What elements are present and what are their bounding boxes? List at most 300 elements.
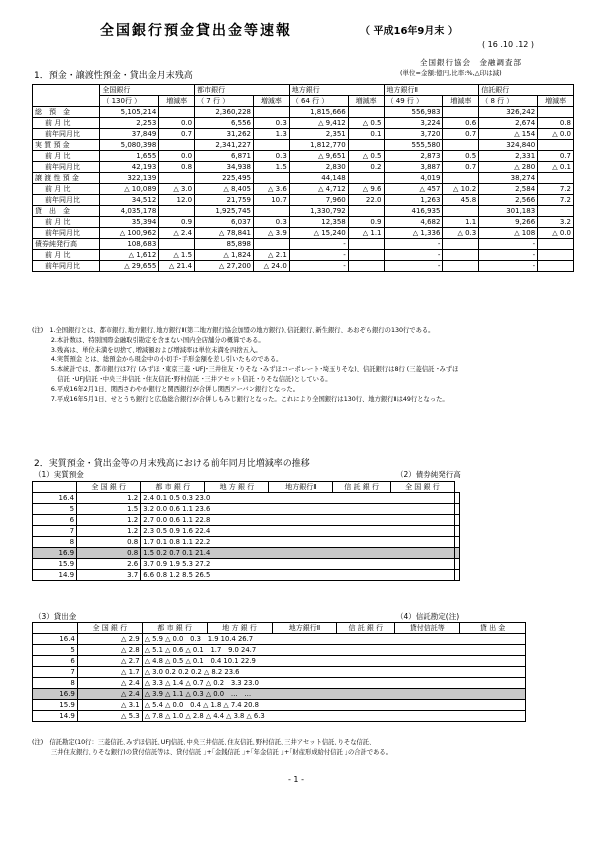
header-corner [33, 623, 78, 634]
table-row [33, 548, 460, 559]
note-line: 3.残高は、単位未満を切捨て､増減額および増減率は単位未満を四捨五入。 [32, 346, 262, 354]
table-cell: 12,358 [289, 217, 348, 228]
table-cell: 0.0 [159, 151, 195, 162]
table-cell: 1.5 [254, 162, 290, 173]
table-cell: △ 3.0 0.2 0.2 0.2 △ 8.2 23.6 [142, 667, 525, 678]
table-cell: △ 3.0 [159, 184, 195, 195]
table-cell: △ 0.3 [443, 228, 479, 239]
sub4-title: （4）信託勘定(注) [396, 612, 460, 621]
table-cell: - [384, 239, 443, 250]
header-corner [33, 482, 77, 493]
table-cell: 7.2 [538, 184, 574, 195]
header-cell: 地方銀行Ⅱ [269, 482, 333, 493]
table-cell [159, 239, 195, 250]
table-cell: 555,580 [384, 140, 443, 151]
row-label: 6 [33, 515, 77, 526]
table-cell: △ 27,200 [195, 261, 254, 272]
table-cell [348, 261, 384, 272]
row-label: 総 預 金 [33, 107, 100, 118]
table-cell [443, 173, 479, 184]
note-line: 7.平成16年5月1日、せとうち銀行と広島総合銀行が合併しもみじ銀行となった。これにより全国銀行は130行、地方銀行Ⅱは49行となった。 [32, 395, 449, 403]
table-cell: 0.8 [77, 537, 141, 548]
table-cell: △ 0.1 [538, 162, 574, 173]
table-row [33, 700, 526, 711]
table-cell: △ 5.3 [77, 711, 142, 722]
table-cell: △ 5.4 △ 0.0 0.4 △ 1.8 △ 7.4 20.8 [142, 700, 525, 711]
table-cell [254, 239, 290, 250]
note-line: (注) 1.全国銀行とは、都市銀行､地方銀行､地方銀行Ⅱ(第二地方銀行協会加盟の地方銀行)､信託銀行､新生銀行、あおぞら銀行の130行である。 [32, 327, 435, 334]
header-corner [33, 85, 100, 107]
table-cell: 0.7 [538, 151, 574, 162]
table-cell: △ 3.9 △ 1.1 △ 0.3 △ 0.0 … … [142, 689, 525, 700]
balance-table [32, 84, 574, 272]
table-cell: △ 2.1 [254, 250, 290, 261]
table-cell: 1,815,666 [289, 107, 348, 118]
table-cell: 3.2 [538, 217, 574, 228]
table-cell: 0.1 [348, 129, 384, 140]
table-cell [159, 140, 195, 151]
table-row [33, 118, 574, 129]
table-cell: △ 0.5 [348, 118, 384, 129]
table-row [33, 107, 574, 118]
table-cell: - [479, 250, 538, 261]
table-cell: 21,759 [195, 195, 254, 206]
header-cell: 全 国 銀 行 [77, 482, 141, 493]
table-row [33, 261, 574, 272]
table-cell: 45.8 [443, 195, 479, 206]
table-cell: 7.2 [538, 195, 574, 206]
header-cell: 都 市 銀 行 [141, 482, 205, 493]
table-cell [443, 206, 479, 217]
table-cell: 1.3 [254, 129, 290, 140]
table-cell [443, 250, 479, 261]
row-label: 14.9 [33, 711, 78, 722]
table-cell: 3.7 0.9 1.9 5.3 27.2 [141, 559, 455, 570]
table-cell: △ 3.3 △ 1.4 △ 0.7 △ 0.2 3.3 23.0 [142, 678, 525, 689]
table-row [33, 656, 526, 667]
table-cell: 85,898 [195, 239, 254, 250]
header-count: （ 49 行 ） [384, 96, 443, 107]
table-cell: - [289, 250, 348, 261]
table-cell: △ 5.1 △ 0.6 △ 0.1 1.7 9.0 24.7 [142, 645, 525, 656]
table-cell: 322,139 [100, 173, 159, 184]
row-label: 前 月 比 [33, 184, 100, 195]
header-count: （ 64 行 ） [289, 96, 348, 107]
organization: 全国銀行協会 金融調査部 [420, 58, 522, 67]
table-cell: - [384, 261, 443, 272]
table-cell: 324,840 [479, 140, 538, 151]
table-cell [443, 261, 479, 272]
table-cell: △ 10.2 [443, 184, 479, 195]
table-row [33, 195, 574, 206]
note-line: 2.本計数は、特別国際金融取引勘定を含まない国内全店舗分の概算である。 [32, 336, 265, 344]
table-cell: 225,495 [195, 173, 254, 184]
table-cell [254, 107, 290, 118]
loan-trend-table [32, 622, 526, 722]
table-cell: - [289, 239, 348, 250]
table-cell: 0.6 [443, 118, 479, 129]
table-cell: △ 1,824 [195, 250, 254, 261]
table-row [33, 711, 526, 722]
table-cell: 556,983 [384, 107, 443, 118]
row-label: 前年同月比 [33, 228, 100, 239]
header-cell: 都 市 銀 行 [142, 623, 207, 634]
table-cell: 1.5 [77, 504, 141, 515]
table-cell: 2,566 [479, 195, 538, 206]
table-cell: 0.9 [159, 217, 195, 228]
table-cell: 5,080,398 [100, 140, 159, 151]
table-cell: 1.2 [77, 493, 141, 504]
table-cell: 0.8 [77, 548, 141, 559]
sub1-title: （1）実質預金 [34, 470, 84, 479]
table-cell: △ 4.8 △ 0.5 △ 0.1 0.4 10.1 22.9 [142, 656, 525, 667]
header-rate: 増減率 [348, 96, 384, 107]
table-row [33, 206, 574, 217]
table-cell: 2.7 0.0 0.6 1.1 22.8 [141, 515, 455, 526]
table-cell [443, 239, 479, 250]
row-label: 15.9 [33, 559, 77, 570]
table-cell: 0.3 [254, 118, 290, 129]
row-label: 前年同月比 [33, 162, 100, 173]
table-cell: 37,849 [100, 129, 159, 140]
row-label: 債券純発行高 [33, 239, 100, 250]
table-row [33, 667, 526, 678]
row-label: 15.9 [33, 700, 78, 711]
table-row [33, 570, 460, 581]
table-cell: △ 3.9 [254, 228, 290, 239]
table-cell: 3.7 [77, 570, 141, 581]
section2-title: 2．実質預金・貸出金等の月末残高における前年同月比増減率の推移 [34, 459, 310, 469]
section1-title: 1．預金・譲渡性預金・貸出金月末残高 [34, 71, 193, 81]
table-cell: - [289, 261, 348, 272]
table-cell: 2,351 [289, 129, 348, 140]
table-cell: 2,873 [384, 151, 443, 162]
table-cell: 0.7 [443, 162, 479, 173]
header-cell: 地方銀行Ⅱ [384, 85, 479, 96]
table-cell: 1,925,745 [195, 206, 254, 217]
table-row [33, 140, 574, 151]
row-label: 14.9 [33, 570, 77, 581]
table-cell: 2,331 [479, 151, 538, 162]
table-cell [254, 140, 290, 151]
header-row [33, 85, 574, 96]
row-label: 16.4 [33, 493, 77, 504]
table-cell: △ 5.9 △ 0.0 0.3 1.9 10.4 26.7 [142, 634, 525, 645]
table-cell [455, 548, 460, 559]
row-label: 前 月 比 [33, 151, 100, 162]
header-cell: 地方銀行Ⅱ [272, 623, 337, 634]
table-cell: △ 7.8 △ 1.0 △ 2.8 △ 4.4 △ 3.8 △ 6.3 [142, 711, 525, 722]
table-cell: △ 9.6 [348, 184, 384, 195]
table-cell: △ 280 [479, 162, 538, 173]
table-cell: 0.2 [348, 162, 384, 173]
table-cell [348, 250, 384, 261]
table-cell: 3.2 0.0 0.6 1.1 23.6 [141, 504, 455, 515]
table-cell [159, 206, 195, 217]
table-cell: △ 2.8 [77, 645, 142, 656]
table-cell: △ 3.6 [254, 184, 290, 195]
row-label: 5 [33, 645, 78, 656]
table-cell: 1,812,770 [289, 140, 348, 151]
table-cell: 326,242 [479, 107, 538, 118]
table-cell: △ 15,240 [289, 228, 348, 239]
row-label: 前年同月比 [33, 195, 100, 206]
row-label: 前 月 比 [33, 118, 100, 129]
table-cell: 38,274 [479, 173, 538, 184]
note2-line2: 三井住友銀行､りそな銀行)の貸付信託等は、貸付信託 ｣+｢金銭信託 ｣+｢年金信託 ｣+｢財産形成給付信託 ｣の合計である。 [32, 749, 393, 756]
table-cell: 3,720 [384, 129, 443, 140]
row-label: 8 [33, 537, 77, 548]
table-cell: 1.2 [77, 526, 141, 537]
table-cell [443, 140, 479, 151]
table-cell [455, 515, 460, 526]
header-cell: 貸 出 金 [460, 623, 526, 634]
row-label: 16.9 [33, 548, 77, 559]
table-cell: 34,512 [100, 195, 159, 206]
table-cell: 0.5 [443, 151, 479, 162]
table-cell [455, 526, 460, 537]
table-cell: 9,266 [479, 217, 538, 228]
table-cell [538, 261, 574, 272]
table-cell: 2,341,227 [195, 140, 254, 151]
table-cell: △ 8,405 [195, 184, 254, 195]
table-cell: 1,655 [100, 151, 159, 162]
table-cell: △ 29,655 [100, 261, 159, 272]
table-cell: 1.2 [77, 515, 141, 526]
table-cell: △ 457 [384, 184, 443, 195]
table-cell: 0.7 [159, 129, 195, 140]
table-cell: 0.8 [159, 162, 195, 173]
table-cell: 2.6 [77, 559, 141, 570]
notes [32, 326, 592, 404]
table-row [33, 537, 460, 548]
table-cell [254, 173, 290, 184]
row-label: 前年同月比 [33, 129, 100, 140]
table-cell: - [384, 250, 443, 261]
table-cell [455, 504, 460, 515]
page-number: - 1 - [288, 775, 304, 784]
header-cell: 信 託 銀 行 [337, 623, 395, 634]
row-label: 5 [33, 504, 77, 515]
header-count: （ 8 行 ） [479, 96, 538, 107]
table-cell: 1.7 0.1 0.8 1.1 22.2 [141, 537, 455, 548]
table-row [33, 634, 526, 645]
row-label: 譲 渡 性 預 金 [33, 173, 100, 184]
table-cell: 0.0 [159, 118, 195, 129]
table-cell: 1.5 0.2 0.7 0.1 21.4 [141, 548, 455, 559]
table-cell: 2,830 [289, 162, 348, 173]
table-row [33, 129, 574, 140]
table-row [33, 515, 460, 526]
header-cell: 全国銀行 [100, 85, 195, 96]
header-rate: 増減率 [443, 96, 479, 107]
table-cell: △ 2.7 [77, 656, 142, 667]
table-cell: 4,682 [384, 217, 443, 228]
table-cell [455, 493, 460, 504]
table-cell: △ 2.4 [159, 228, 195, 239]
header-cell: 全 国 銀 行 [77, 623, 142, 634]
header-rate: 増減率 [538, 96, 574, 107]
header-row [33, 623, 526, 634]
table-cell: △ 1.5 [159, 250, 195, 261]
table-cell: △ 9,412 [289, 118, 348, 129]
row-label: 16.4 [33, 634, 78, 645]
table-row [33, 559, 460, 570]
header-cell: 地 方 銀 行 [207, 623, 272, 634]
table-row [33, 493, 460, 504]
table-cell [538, 140, 574, 151]
table-cell [455, 537, 460, 548]
table-cell: △ 9,651 [289, 151, 348, 162]
table-row [33, 184, 574, 195]
table-cell: 2.3 0.5 0.9 1.6 22.4 [141, 526, 455, 537]
table-cell: △ 1,612 [100, 250, 159, 261]
table-cell: 1,330,792 [289, 206, 348, 217]
table-cell: 0.3 [254, 151, 290, 162]
table-cell: 2,584 [479, 184, 538, 195]
header-cell: 都市銀行 [195, 85, 290, 96]
table-cell: △ 1,336 [384, 228, 443, 239]
table-cell: 0.3 [254, 217, 290, 228]
table-cell: △ 4,712 [289, 184, 348, 195]
header-count: （ 130行 ） [100, 96, 159, 107]
table-cell: - [479, 261, 538, 272]
table-cell: △ 0.0 [538, 129, 574, 140]
table-cell [538, 173, 574, 184]
table-cell [348, 173, 384, 184]
header-count: （ 7 行 ） [195, 96, 254, 107]
report-period: （ 平成16年9月末 ） [360, 26, 458, 37]
table-cell: 4,019 [384, 173, 443, 184]
table-cell: 10.7 [254, 195, 290, 206]
table-cell: △ 24.0 [254, 261, 290, 272]
report-date: ( 16 .10 .12 ) [482, 40, 535, 49]
unit-note: (単位=金額:億円,比率:%,△印は減) [400, 69, 502, 77]
table-cell: △ 3.1 [77, 700, 142, 711]
table-cell: 31,262 [195, 129, 254, 140]
table-cell: 0.9 [348, 217, 384, 228]
table-cell: 35,394 [100, 217, 159, 228]
table-cell: △ 10,089 [100, 184, 159, 195]
header-row [33, 96, 574, 107]
table-cell [455, 570, 460, 581]
note-line: 信託 ･UFJ信託 ･中央三井信託 ･住友信託･野村信託 ･三井アセット信託 ･りそな信託)としている。 [32, 375, 332, 383]
table-cell: 12.0 [159, 195, 195, 206]
row-label: 前 月 比 [33, 250, 100, 261]
table-cell: 0.8 [538, 118, 574, 129]
table-cell [348, 140, 384, 151]
table-cell: △ 154 [479, 129, 538, 140]
row-label: 前 月 比 [33, 217, 100, 228]
table-cell: △ 21.4 [159, 261, 195, 272]
table-cell: 2,360,228 [195, 107, 254, 118]
header-rate: 増減率 [254, 96, 290, 107]
table-row [33, 217, 574, 228]
table-cell: △ 78,841 [195, 228, 254, 239]
table-cell: 3,224 [384, 118, 443, 129]
table-cell: 6,037 [195, 217, 254, 228]
table-row [33, 151, 574, 162]
table-cell [538, 250, 574, 261]
table-row [33, 250, 574, 261]
header-cell: 信 託 銀 行 [333, 482, 390, 493]
table-cell [348, 107, 384, 118]
row-label: 実 質 預 金 [33, 140, 100, 151]
row-label: 7 [33, 526, 77, 537]
table-cell: 108,683 [100, 239, 159, 250]
table-cell [159, 107, 195, 118]
table-cell: 301,183 [479, 206, 538, 217]
row-label: 前年同月比 [33, 261, 100, 272]
table-cell: - [479, 239, 538, 250]
header-cell: 地 方 銀 行 [205, 482, 269, 493]
row-label: 7 [33, 667, 78, 678]
note-line: 4.実質預金 とは、総預金から現金中の小切手･手形金額を差し引いたものである。 [32, 356, 283, 364]
row-label: 8 [33, 678, 78, 689]
table-cell: 6,871 [195, 151, 254, 162]
table-cell: △ 2.4 [77, 678, 142, 689]
table-cell [538, 239, 574, 250]
table-cell [455, 559, 460, 570]
header-cell: 貸付信託等 [395, 623, 460, 634]
table-row [33, 162, 574, 173]
table-cell: 1,263 [384, 195, 443, 206]
note2-line1: (注) 信託勘定(10行：三菱信託､みずほ信託､UFJ信託､中央三井信託､住友信託､野村信託､三井アセット信託､りそな信託､ [32, 739, 373, 746]
table-cell: 5,105,214 [100, 107, 159, 118]
note-line: 5.本統計では、都市銀行は7行 (みずほ ･東京三菱 ･UFJ･三井住友 ･りそな ･みずほコーポレート･埼玉りそな)、信託銀行は8行 (三菱信託 ･みずほ [32, 366, 459, 374]
table-cell: 1.1 [443, 217, 479, 228]
header-cell: 地方銀行 [289, 85, 384, 96]
table-cell: 0.7 [443, 129, 479, 140]
table-row [33, 689, 526, 700]
table-row [33, 645, 526, 656]
table-row [33, 526, 460, 537]
table-cell: 42,193 [100, 162, 159, 173]
table-cell: 2,674 [479, 118, 538, 129]
table-cell: △ 1.1 [348, 228, 384, 239]
table-cell: △ 2.4 [77, 689, 142, 700]
report-title: 全国銀行預金貸出金等速報 [100, 23, 292, 39]
sub2-title: （2）債券純発行高 [396, 470, 461, 479]
table-row [33, 678, 526, 689]
table-cell: 7,960 [289, 195, 348, 206]
table-cell [443, 107, 479, 118]
table-cell [254, 206, 290, 217]
table-cell: 44,148 [289, 173, 348, 184]
deposit-trend-table [32, 481, 460, 581]
table-cell: 6,556 [195, 118, 254, 129]
table-row [33, 228, 574, 239]
header-row [33, 482, 460, 493]
table-cell [538, 206, 574, 217]
table-row [33, 173, 574, 184]
table-cell: △ 0.0 [538, 228, 574, 239]
table-row [33, 504, 460, 515]
table-cell: 2,253 [100, 118, 159, 129]
header-cell: 信託銀行 [479, 85, 574, 96]
row-label: 16.9 [33, 689, 78, 700]
note-line: 6.平成16年2月1日、関西さわやか銀行と関西銀行が合併し関西アーバン銀行となった。 [32, 385, 300, 393]
note2 [32, 738, 392, 758]
table-cell: △ 0.5 [348, 151, 384, 162]
header-rate: 増減率 [159, 96, 195, 107]
table-cell: 22.0 [348, 195, 384, 206]
table-cell: 3,887 [384, 162, 443, 173]
table-cell: △ 1.7 [77, 667, 142, 678]
table-cell: △ 100,962 [100, 228, 159, 239]
row-label: 貸 出 金 [33, 206, 100, 217]
table-cell: 416,935 [384, 206, 443, 217]
